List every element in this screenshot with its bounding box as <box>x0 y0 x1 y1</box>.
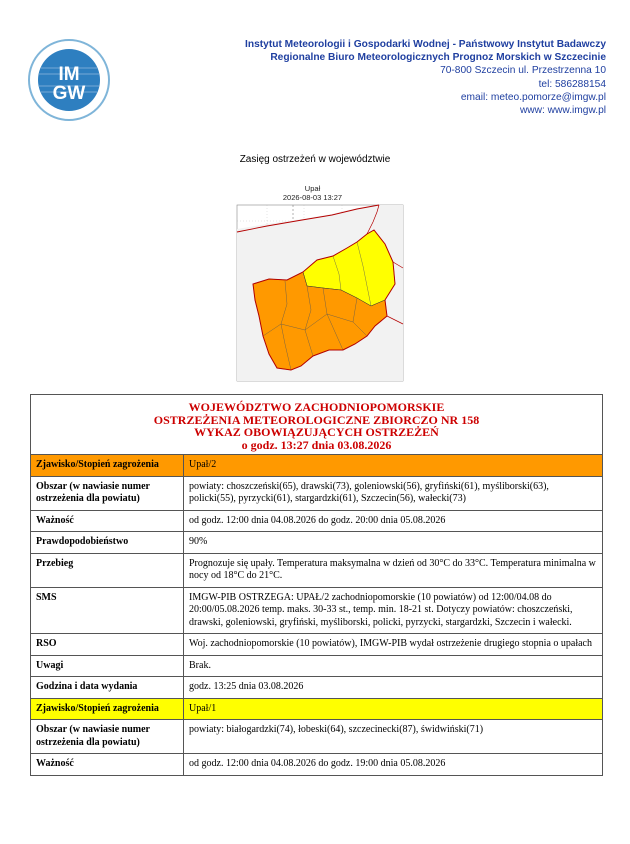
warning1-area: powiaty: choszczeński(65), drawski(73), goleniowski(56), gryfiński(61), myśliborski(63), policki(55), pyrzycki(61), stargardzki(61), Szczecin(56), wałecki(73) <box>184 476 603 510</box>
map-title-phenomenon: Upał <box>304 184 321 193</box>
warning2-area: powiaty: białogardzki(74), łobeski(64), szczecinecki(87), świdwiński(71) <box>184 720 603 754</box>
map-title <box>207 184 418 202</box>
warning-map <box>207 184 418 384</box>
imgw-logo <box>27 38 111 122</box>
warning1-course: Prognozuje się upały. Temperatura maksymalna w dzień od 30°C do 33°C. Temperatura minimalna w nocy od 18°C do 21°C. <box>184 553 603 587</box>
warning1-rso: Woj. zachodniopomorskie (10 powiatów), IMGW-PIB wydał ostrzeżenie drugiego stopnia o upałach <box>184 634 603 656</box>
row-label: Przebieg <box>31 553 184 587</box>
bulletin-time: o godz. 13:27 dnia 03.08.2026 <box>241 437 392 452</box>
table-row <box>31 455 603 477</box>
row-label: Godzina i data wydania <box>31 677 184 699</box>
institute-name: Instytut Meteorologii i Gospodarki Wodnej - Państwowy Instytut Badawczy <box>245 39 606 50</box>
office-name: Regionalne Biuro Meteorologicznych Prognoz Morskich w Szczecinie <box>270 52 606 64</box>
logo-text-bottom: GW <box>52 83 86 104</box>
row-label: Obszar (w nawiasie numer ostrzeżenia dla powiatu) <box>31 720 184 754</box>
bulletin-region: WOJEWÓDZTWO ZACHODNIOPOMORSKIE <box>188 400 445 414</box>
map-caption: Zasięg ostrzeżeń w województwie <box>239 154 391 165</box>
office-www-link[interactable]: www: www.imgw.pl <box>519 105 606 117</box>
bulletin-list-heading: WYKAZ OBOWIĄZUJĄCYCH OSTRZEŻEŃ <box>194 425 439 439</box>
row-label: Ważność <box>31 754 184 776</box>
table-row <box>31 587 603 634</box>
row-label: SMS <box>31 587 184 634</box>
warning1-sms: IMGW-PIB OSTRZEGA: UPAŁ/2 zachodniopomorskie (10 powiatów) od 12:00/04.08 do 20:00/05.08.2026 temp. maks. 30-33 st., temp. min. 18-21 st. Dotyczy powiatów: choszczeński, drawski, goleniowski, gryfiński, myśliborski, policki, pyrzycki, stargardzki, Szczecin i wałecki. <box>184 587 603 634</box>
warning2-validity: od godz. 12:00 dnia 04.08.2026 do godz. 19:00 dnia 05.08.2026 <box>184 754 603 776</box>
office-address: 70-800 Szczecin ul. Przestrzenna 10 <box>440 65 606 77</box>
logo-text-top: IM <box>58 64 80 85</box>
office-email-link[interactable]: email: meteo.pomorze@imgw.pl <box>460 91 606 103</box>
warning1-probability: 90% <box>184 532 603 554</box>
table-row <box>31 698 603 720</box>
row-label: Uwagi <box>31 655 184 677</box>
warning1-issued: godz. 13:25 dnia 03.08.2026 <box>184 677 603 699</box>
table-row <box>31 655 603 677</box>
row-label: Zjawisko/Stopień zagrożenia <box>31 698 184 720</box>
table-row <box>31 720 603 754</box>
row-label: Zjawisko/Stopień zagrożenia <box>31 455 184 477</box>
bulletin-number: OSTRZEŻENIA METEOROLOGICZNE ZBIORCZO NR 158 <box>153 412 480 427</box>
warning1-phenomenon: Upał/2 <box>184 455 603 477</box>
table-row <box>31 532 603 554</box>
table-row <box>31 476 603 510</box>
office-phone: tel: 586288154 <box>538 78 606 90</box>
row-label: Prawdopodobieństwo <box>31 532 184 554</box>
warning2-phenomenon: Upał/1 <box>184 698 603 720</box>
table-row <box>31 754 603 776</box>
row-label: Obszar (w nawiasie numer ostrzeżenia dla powiatu) <box>31 476 184 510</box>
warning1-validity: od godz. 12:00 dnia 04.08.2026 do godz. 20:00 dnia 05.08.2026 <box>184 510 603 532</box>
table-row <box>31 510 603 532</box>
row-label: Ważność <box>31 510 184 532</box>
table-row <box>31 677 603 699</box>
institute-header <box>245 38 606 117</box>
warnings-table <box>30 394 603 776</box>
bulletin-title <box>31 395 603 455</box>
map-timestamp: 2026-08-03 13:27 <box>282 193 343 202</box>
table-row <box>31 553 603 587</box>
table-row <box>31 634 603 656</box>
warning1-remarks: Brak. <box>184 655 603 677</box>
row-label: RSO <box>31 634 184 656</box>
